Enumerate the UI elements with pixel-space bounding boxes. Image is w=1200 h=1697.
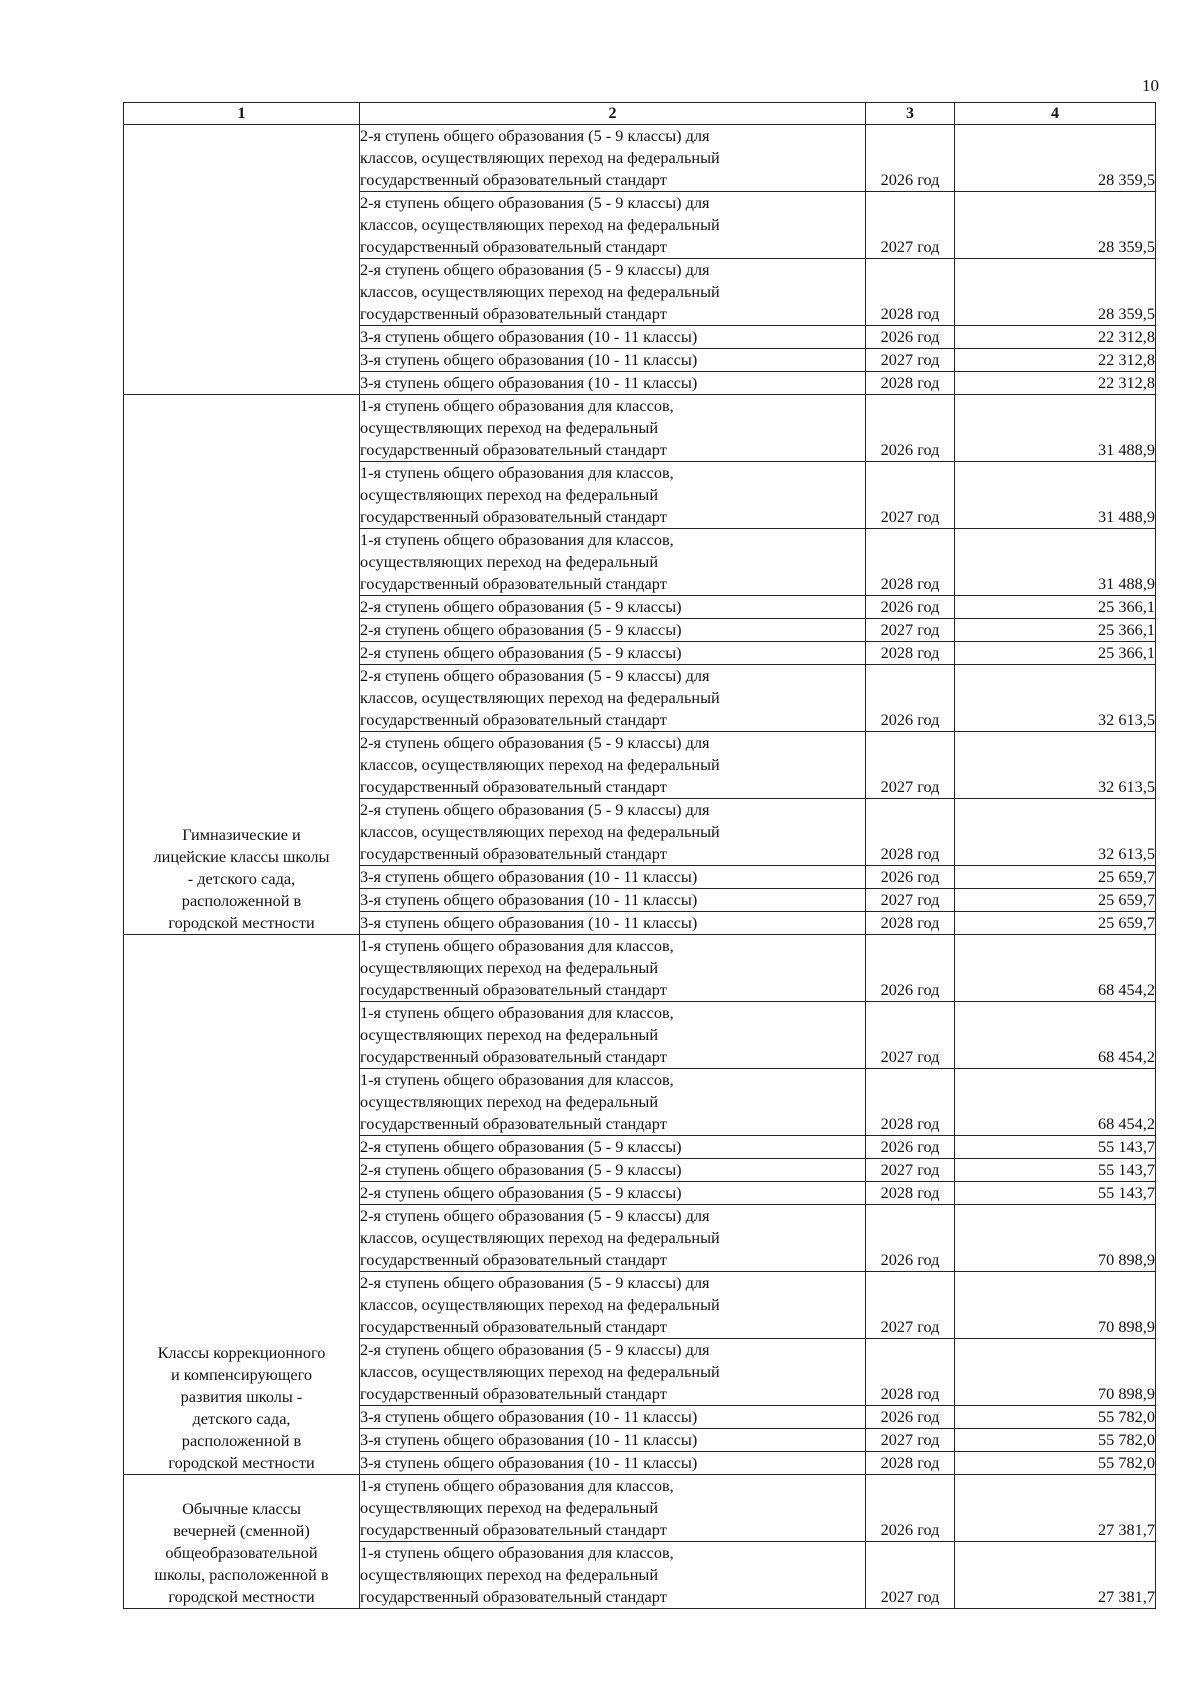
description-cell: 2-я ступень общего образования (5 - 9 классы) для классов, осуществляющих переход на федеральный государственный образовательный стандарт: [360, 1339, 866, 1406]
value-cell: 25 366,1: [955, 619, 1156, 642]
value-cell: 68 454,2: [955, 1069, 1156, 1136]
description-cell: 1-я ступень общего образования для классов, осуществляющих переход на федеральный государственный образовательный стандарт: [360, 529, 866, 596]
value-cell: 27 381,7: [955, 1542, 1156, 1609]
year-cell: 2028 год: [866, 1069, 955, 1136]
value-cell: 22 312,8: [955, 372, 1156, 395]
value-cell: 25 659,7: [955, 889, 1156, 912]
year-cell: 2028 год: [866, 642, 955, 665]
year-cell: 2026 год: [866, 1406, 955, 1429]
value-cell: 55 143,7: [955, 1136, 1156, 1159]
group-label: Обычные классы вечерней (сменной) общеобразовательной школы, расположенной в городской местности: [124, 1475, 360, 1609]
year-cell: 2026 год: [866, 1475, 955, 1542]
value-cell: 25 659,7: [955, 866, 1156, 889]
year-cell: 2026 год: [866, 125, 955, 192]
year-cell: 2028 год: [866, 1182, 955, 1205]
year-cell: 2026 год: [866, 1205, 955, 1272]
year-cell: 2027 год: [866, 732, 955, 799]
year-cell: 2027 год: [866, 462, 955, 529]
description-cell: 2-я ступень общего образования (5 - 9 классы) для классов, осуществляющих переход на федеральный государственный образовательный стандарт: [360, 259, 866, 326]
year-cell: 2027 год: [866, 889, 955, 912]
table-row: [124, 395, 1156, 462]
group-label: Классы коррекционного и компенсирующего развития школы - детского сада, расположенной в городской местности: [124, 935, 360, 1475]
table-body: [124, 125, 1156, 1609]
description-cell: 3-я ступень общего образования (10 - 11 классы): [360, 349, 866, 372]
year-cell: 2026 год: [866, 935, 955, 1002]
value-cell: 25 659,7: [955, 912, 1156, 935]
value-cell: 68 454,2: [955, 935, 1156, 1002]
column-header-1: 1: [124, 103, 360, 125]
value-cell: 32 613,5: [955, 799, 1156, 866]
value-cell: 32 613,5: [955, 732, 1156, 799]
year-cell: 2028 год: [866, 799, 955, 866]
value-cell: 55 782,0: [955, 1452, 1156, 1475]
year-cell: 2028 год: [866, 1339, 955, 1406]
year-cell: 2027 год: [866, 1429, 955, 1452]
value-cell: 22 312,8: [955, 349, 1156, 372]
value-cell: 70 898,9: [955, 1339, 1156, 1406]
description-cell: 2-я ступень общего образования (5 - 9 классы): [360, 1182, 866, 1205]
value-cell: 70 898,9: [955, 1205, 1156, 1272]
description-cell: 3-я ступень общего образования (10 - 11 классы): [360, 912, 866, 935]
description-cell: 2-я ступень общего образования (5 - 9 классы): [360, 596, 866, 619]
description-cell: 2-я ступень общего образования (5 - 9 классы) для классов, осуществляющих переход на федеральный государственный образовательный стандарт: [360, 1272, 866, 1339]
description-cell: 2-я ступень общего образования (5 - 9 классы): [360, 1159, 866, 1182]
year-cell: 2026 год: [866, 395, 955, 462]
value-cell: 28 359,5: [955, 192, 1156, 259]
tariff-table: [123, 102, 1156, 1609]
table-row: [124, 935, 1156, 1002]
description-cell: 3-я ступень общего образования (10 - 11 классы): [360, 866, 866, 889]
value-cell: 27 381,7: [955, 1475, 1156, 1542]
description-cell: 1-я ступень общего образования для классов, осуществляющих переход на федеральный государственный образовательный стандарт: [360, 395, 866, 462]
description-cell: 3-я ступень общего образования (10 - 11 классы): [360, 1452, 866, 1475]
year-cell: 2028 год: [866, 529, 955, 596]
description-cell: 2-я ступень общего образования (5 - 9 классы): [360, 619, 866, 642]
value-cell: 25 366,1: [955, 596, 1156, 619]
value-cell: 32 613,5: [955, 665, 1156, 732]
year-cell: 2027 год: [866, 1542, 955, 1609]
year-cell: 2028 год: [866, 259, 955, 326]
description-cell: 3-я ступень общего образования (10 - 11 классы): [360, 889, 866, 912]
value-cell: 22 312,8: [955, 326, 1156, 349]
table-row: [124, 1475, 1156, 1542]
description-cell: 2-я ступень общего образования (5 - 9 классы) для классов, осуществляющих переход на федеральный государственный образовательный стандарт: [360, 732, 866, 799]
value-cell: 28 359,5: [955, 259, 1156, 326]
description-cell: 1-я ступень общего образования для классов, осуществляющих переход на федеральный государственный образовательный стандарт: [360, 462, 866, 529]
group-label: [124, 125, 360, 395]
value-cell: 31 488,9: [955, 395, 1156, 462]
value-cell: 55 782,0: [955, 1429, 1156, 1452]
header-row: [124, 103, 1156, 125]
description-cell: 3-я ступень общего образования (10 - 11 классы): [360, 372, 866, 395]
year-cell: 2028 год: [866, 1452, 955, 1475]
description-cell: 2-я ступень общего образования (5 - 9 классы) для классов, осуществляющих переход на федеральный государственный образовательный стандарт: [360, 665, 866, 732]
year-cell: 2027 год: [866, 619, 955, 642]
description-cell: 1-я ступень общего образования для классов, осуществляющих переход на федеральный государственный образовательный стандарт: [360, 935, 866, 1002]
value-cell: 31 488,9: [955, 462, 1156, 529]
description-cell: 3-я ступень общего образования (10 - 11 классы): [360, 1429, 866, 1452]
description-cell: 2-я ступень общего образования (5 - 9 классы) для классов, осуществляющих переход на федеральный государственный образовательный стандарт: [360, 1205, 866, 1272]
column-header-2: 2: [360, 103, 866, 125]
value-cell: 28 359,5: [955, 125, 1156, 192]
description-cell: 3-я ступень общего образования (10 - 11 классы): [360, 326, 866, 349]
year-cell: 2027 год: [866, 349, 955, 372]
value-cell: 55 782,0: [955, 1406, 1156, 1429]
year-cell: 2026 год: [866, 1136, 955, 1159]
year-cell: 2026 год: [866, 866, 955, 889]
group-label: Гимназические и лицейские классы школы - детского сада, расположенной в городской местности: [124, 395, 360, 935]
value-cell: 68 454,2: [955, 1002, 1156, 1069]
table-row: [124, 125, 1156, 192]
description-cell: 2-я ступень общего образования (5 - 9 классы) для классов, осуществляющих переход на федеральный государственный образовательный стандарт: [360, 192, 866, 259]
description-cell: 1-я ступень общего образования для классов, осуществляющих переход на федеральный государственный образовательный стандарт: [360, 1069, 866, 1136]
year-cell: 2027 год: [866, 1272, 955, 1339]
value-cell: 31 488,9: [955, 529, 1156, 596]
page-number: 10: [1142, 76, 1159, 95]
value-cell: 70 898,9: [955, 1272, 1156, 1339]
description-cell: 2-я ступень общего образования (5 - 9 классы): [360, 642, 866, 665]
description-cell: 2-я ступень общего образования (5 - 9 классы): [360, 1136, 866, 1159]
description-cell: 1-я ступень общего образования для классов, осуществляющих переход на федеральный государственный образовательный стандарт: [360, 1542, 866, 1609]
column-header-4: 4: [955, 103, 1156, 125]
year-cell: 2027 год: [866, 1159, 955, 1182]
description-cell: 1-я ступень общего образования для классов, осуществляющих переход на федеральный государственный образовательный стандарт: [360, 1002, 866, 1069]
year-cell: 2026 год: [866, 326, 955, 349]
year-cell: 2027 год: [866, 192, 955, 259]
column-header-3: 3: [866, 103, 955, 125]
year-cell: 2028 год: [866, 372, 955, 395]
value-cell: 55 143,7: [955, 1159, 1156, 1182]
value-cell: 55 143,7: [955, 1182, 1156, 1205]
year-cell: 2026 год: [866, 596, 955, 619]
description-cell: 2-я ступень общего образования (5 - 9 классы) для классов, осуществляющих переход на федеральный государственный образовательный стандарт: [360, 799, 866, 866]
year-cell: 2027 год: [866, 1002, 955, 1069]
year-cell: 2028 год: [866, 912, 955, 935]
year-cell: 2026 год: [866, 665, 955, 732]
value-cell: 25 366,1: [955, 642, 1156, 665]
description-cell: 2-я ступень общего образования (5 - 9 классы) для классов, осуществляющих переход на федеральный государственный образовательный стандарт: [360, 125, 866, 192]
description-cell: 3-я ступень общего образования (10 - 11 классы): [360, 1406, 866, 1429]
description-cell: 1-я ступень общего образования для классов, осуществляющих переход на федеральный государственный образовательный стандарт: [360, 1475, 866, 1542]
